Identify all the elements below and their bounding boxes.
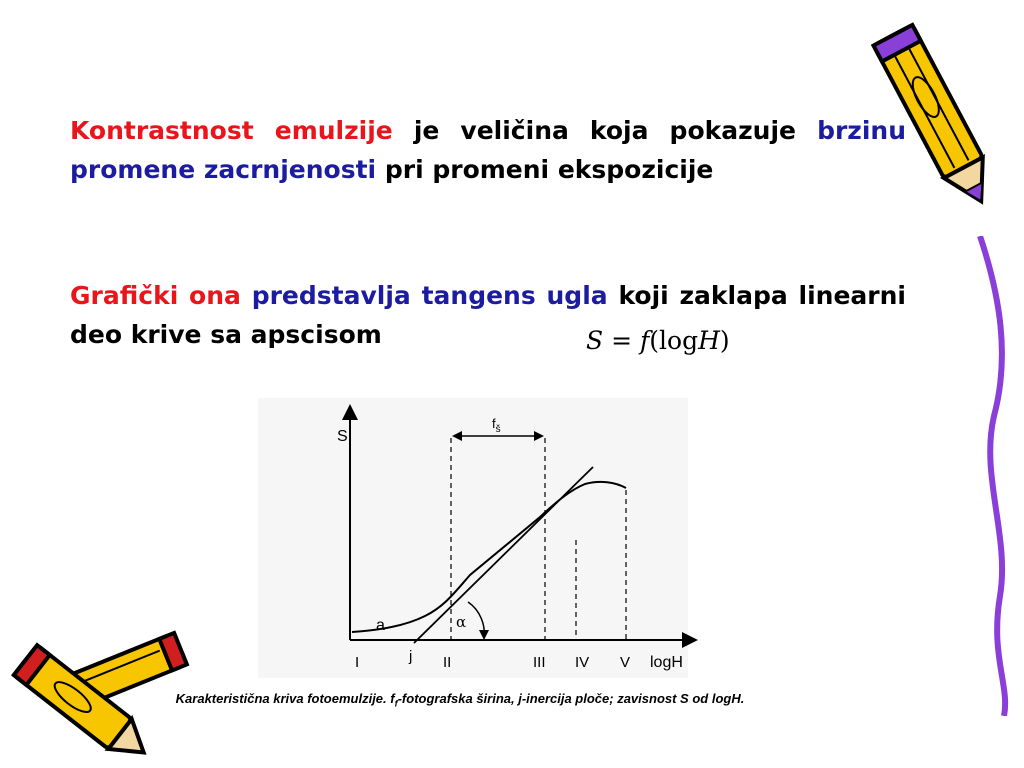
caption-text: Karakteristična kriva fotoemulzije. f bbox=[175, 691, 395, 706]
tick-label: I bbox=[355, 654, 360, 671]
tick-label: IV bbox=[575, 654, 590, 671]
formula-open-paren: ( bbox=[649, 326, 660, 355]
angle-label: α bbox=[456, 613, 467, 631]
tick-label: III bbox=[533, 654, 546, 671]
term-tangent: predstavlja tangens ugla bbox=[251, 281, 608, 310]
tick-label: V bbox=[620, 654, 631, 671]
formula-close-paren: ) bbox=[719, 326, 730, 355]
pencil-icon bbox=[852, 0, 1024, 240]
formula-log: log bbox=[659, 326, 699, 355]
inertia-label: j bbox=[409, 648, 413, 665]
term-rate-of-blackening: brzinu promene zacrnjenosti bbox=[70, 116, 907, 184]
graphical-text-end: koji zaklapa linearni deo krive sa apscisom bbox=[70, 281, 907, 349]
pencil-icon bbox=[970, 236, 1024, 716]
tick-label: II bbox=[443, 654, 452, 671]
formula-function: f bbox=[640, 326, 650, 355]
pencil-icon bbox=[0, 640, 160, 768]
definition-text: je veličina koja pokazuje bbox=[392, 116, 818, 145]
formula-lhs: S bbox=[586, 326, 604, 355]
scan-background bbox=[258, 398, 688, 678]
formula-equals: = bbox=[611, 326, 633, 355]
term-contrast: Kontrastnost emulzije bbox=[70, 116, 393, 145]
definition-text-end: pri promeni ekspozicije bbox=[376, 155, 714, 184]
width-label-subscript: š bbox=[495, 424, 501, 435]
caption-subscript: f bbox=[394, 698, 398, 709]
width-label-main: f bbox=[492, 416, 496, 431]
term-graphically: Grafički ona bbox=[70, 281, 241, 310]
caption-text-end: -fotografska širina, j-inercija ploče; zavisnost S od logH. bbox=[397, 691, 745, 706]
x-axis-label: logH bbox=[650, 654, 683, 671]
y-axis-label: S bbox=[337, 428, 348, 445]
curve-label: a bbox=[376, 617, 385, 634]
formula-variable: H bbox=[698, 326, 720, 355]
